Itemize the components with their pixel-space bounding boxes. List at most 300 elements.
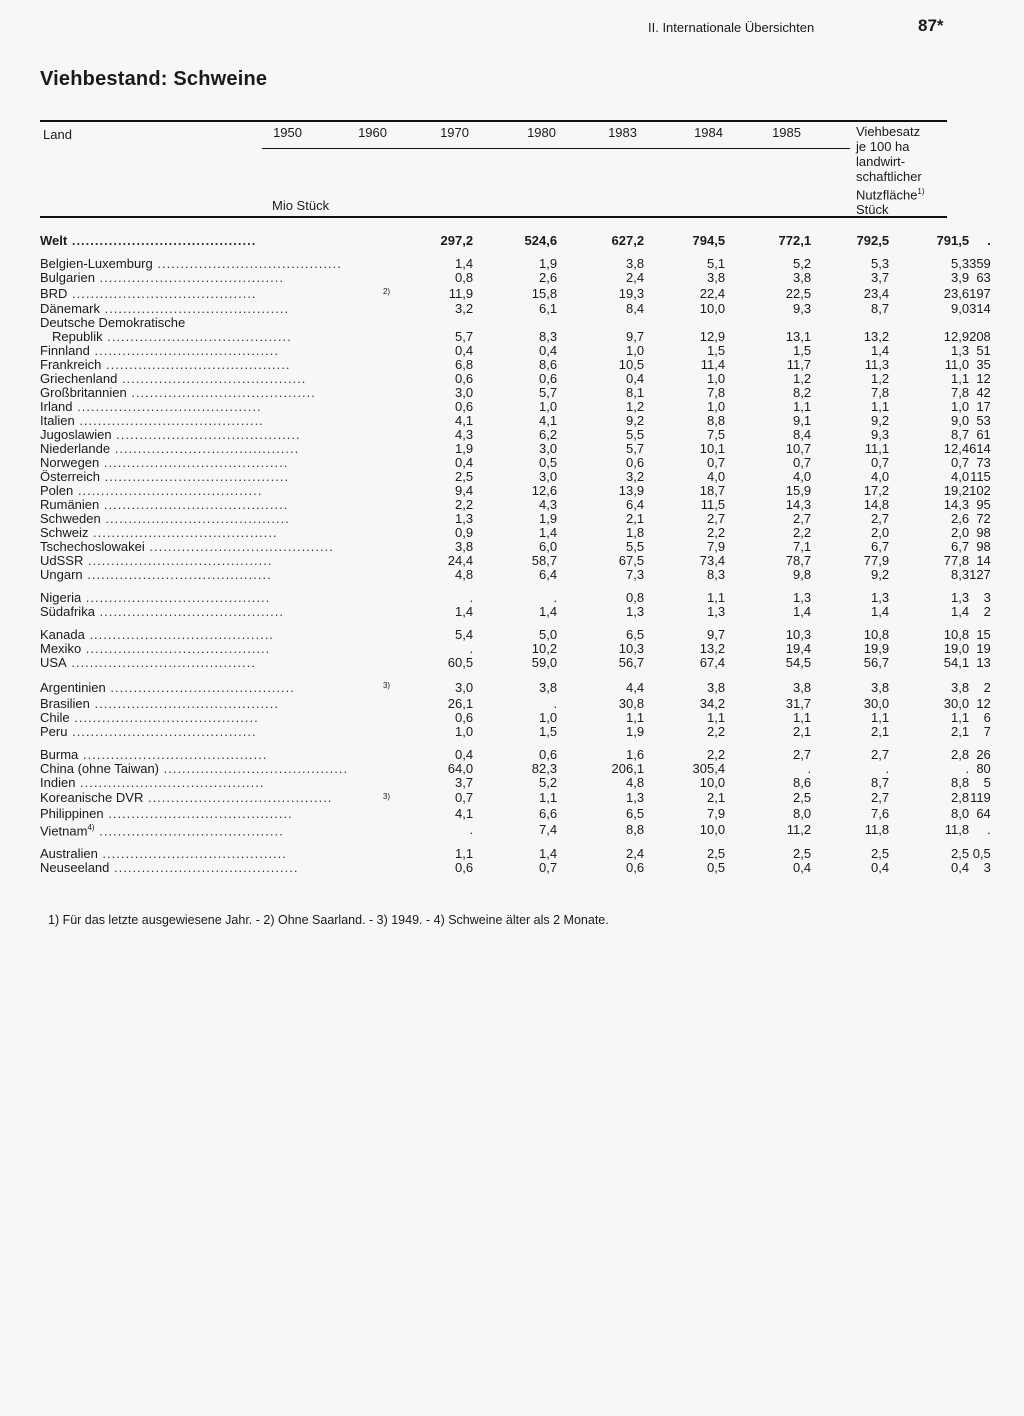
footnote-cell xyxy=(348,386,390,400)
value-cell: 6,4 xyxy=(539,568,558,583)
value-cell: 11,5 xyxy=(700,498,726,513)
country-cell xyxy=(40,762,348,776)
country-name: Österreich xyxy=(40,470,100,485)
country-name: Mexiko xyxy=(40,642,82,657)
leader-dots: ........................................ xyxy=(152,257,342,271)
value-cell: 18,7 xyxy=(699,484,726,499)
leader-dots: ........................................ xyxy=(84,628,274,643)
value-cell: 67,4 xyxy=(699,656,726,671)
value-cell: 4,1 xyxy=(455,414,474,429)
value-cell: 1,1 xyxy=(951,372,970,387)
country-name: Chile xyxy=(40,710,70,725)
table-row xyxy=(40,414,1023,428)
footnote-cell xyxy=(348,642,390,656)
value-cell: 11,4 xyxy=(700,358,726,373)
value-cell: 792,5 xyxy=(856,234,890,248)
country-name: Indien xyxy=(40,775,76,790)
country-cell xyxy=(40,234,348,248)
country-cell xyxy=(40,302,348,316)
footnote-cell xyxy=(348,234,390,248)
footnote-cell xyxy=(348,656,390,670)
value-cell: 2,2 xyxy=(707,526,726,541)
value-cell: 1,1 xyxy=(455,847,474,862)
value-cell: 305,4 xyxy=(692,761,726,776)
value-cell: 1,8 xyxy=(626,526,645,541)
value-cell: 1,1 xyxy=(793,710,812,725)
value-cell: 9,7 xyxy=(707,628,726,643)
leader-dots: ........................................ xyxy=(75,775,265,790)
country-name: Burma xyxy=(40,747,79,762)
country-cell xyxy=(40,540,348,554)
density-header-line: landwirt- xyxy=(856,154,906,169)
value-cell: 53 xyxy=(976,414,991,429)
density-unit: Stück xyxy=(856,202,889,218)
table-row xyxy=(40,358,1023,372)
table-row xyxy=(40,591,1023,605)
table-row xyxy=(40,807,1023,821)
value-cell: 1,1 xyxy=(707,591,726,606)
value-cell: 197 xyxy=(969,285,991,301)
value-cell: 14 xyxy=(976,554,991,569)
value-cell xyxy=(725,316,811,330)
country-cell xyxy=(40,697,348,711)
value-cell: 3,9 xyxy=(951,271,970,285)
footnote-cell xyxy=(348,679,390,696)
table-row xyxy=(40,790,1023,807)
country-name: Schweiz xyxy=(40,526,89,541)
value-cell: 3,2 xyxy=(455,302,474,317)
country-name: Italien xyxy=(40,414,75,429)
value-cell: 1,0 xyxy=(707,400,726,415)
value-cell: 127 xyxy=(969,568,991,583)
leader-dots: ........................................ xyxy=(99,302,290,317)
value-cell: 51 xyxy=(976,344,991,359)
footnote-marker: 2) xyxy=(382,287,391,296)
footnote-cell xyxy=(348,358,390,372)
value-cell: 3,8 xyxy=(539,679,558,695)
value-cell: 24,4 xyxy=(447,554,474,569)
footnote-marker: 3) xyxy=(382,791,391,801)
table-row xyxy=(40,372,1023,386)
value-cell: 10,0 xyxy=(699,821,726,837)
value-cell: 30,0 xyxy=(863,696,890,711)
value-cell: . xyxy=(469,591,474,606)
value-cell: 4,8 xyxy=(626,775,645,790)
row-spacer xyxy=(40,619,1023,628)
value-cell: 12 xyxy=(976,696,991,711)
value-cell: 5,7 xyxy=(539,386,558,401)
leader-dots: ........................................ xyxy=(111,428,301,443)
value-cell: 10,0 xyxy=(699,302,726,317)
value-cell: 8,6 xyxy=(793,775,812,790)
value-cell: 0,6 xyxy=(455,861,474,876)
value-cell: 12 xyxy=(976,372,991,387)
value-cell: 19 xyxy=(976,642,991,657)
value-cell: 2,2 xyxy=(707,747,726,762)
value-cell: 56,7 xyxy=(618,656,645,671)
country-cell xyxy=(40,442,348,456)
value-cell: 13 xyxy=(976,656,991,671)
value-cell: 2,7 xyxy=(871,512,890,527)
value-cell: 5,3 xyxy=(951,257,970,271)
value-cell: 1,4 xyxy=(951,605,970,620)
value-cell: 614 xyxy=(969,442,991,457)
value-cell: 6,5 xyxy=(626,628,645,643)
value-cell: 26,1 xyxy=(447,696,474,711)
value-cell: 9,1 xyxy=(793,414,812,429)
country-name: Belgien-Luxemburg xyxy=(40,257,153,271)
value-cell: 1,1 xyxy=(707,710,726,725)
footnote-marker: 3) xyxy=(382,681,391,691)
value-cell: 13,1 xyxy=(785,330,812,345)
country-name: Polen xyxy=(40,484,74,499)
row-spacer xyxy=(40,248,1023,257)
footnote-cell xyxy=(348,302,390,316)
country-cell xyxy=(40,512,348,526)
value-cell: 8,8 xyxy=(626,821,645,837)
country-name: Welt xyxy=(40,234,68,248)
value-cell: 3,8 xyxy=(455,540,474,555)
table-row xyxy=(40,656,1023,670)
value-cell: 2,1 xyxy=(951,724,970,739)
value-cell: 1,9 xyxy=(539,257,558,271)
value-cell: 11,8 xyxy=(864,821,890,837)
table-row xyxy=(40,456,1023,470)
leader-dots: ........................................ xyxy=(94,271,285,285)
country-name: Republik xyxy=(52,330,103,345)
value-cell: 15,8 xyxy=(531,285,558,301)
value-cell: 2,1 xyxy=(871,724,890,739)
value-cell: 6,5 xyxy=(626,806,645,821)
value-cell: 0,7 xyxy=(539,861,558,876)
value-cell: 7,8 xyxy=(707,386,726,401)
value-cell: . xyxy=(469,642,474,657)
footnote-cell xyxy=(348,762,390,776)
page-title: Viehbestand: Schweine xyxy=(40,68,268,90)
value-cell: 2 xyxy=(983,605,991,620)
country-cell xyxy=(40,711,348,725)
value-cell: 1,2 xyxy=(793,372,812,387)
value-cell: 3,8 xyxy=(951,679,970,695)
value-cell: 119 xyxy=(970,790,991,806)
footnote-cell xyxy=(348,628,390,642)
leader-dots: ........................................ xyxy=(103,806,293,821)
value-cell: 19,3 xyxy=(618,285,645,301)
country-name: UdSSR xyxy=(40,554,84,569)
value-cell: 2 xyxy=(983,679,991,695)
table-row xyxy=(40,484,1023,498)
value-cell: 1,1 xyxy=(871,710,890,725)
leader-dots: ........................................ xyxy=(72,400,262,415)
value-cell: 5,3 xyxy=(871,257,890,271)
column-header-year: 1984 xyxy=(694,125,723,140)
value-cell: 31,7 xyxy=(785,696,812,711)
value-cell: 63 xyxy=(976,271,991,285)
leader-dots: ........................................ xyxy=(88,526,278,541)
value-cell: 10,8 xyxy=(943,628,970,643)
country-name: Schweden xyxy=(40,512,101,527)
table-row xyxy=(40,642,1023,656)
leader-dots: ........................................ xyxy=(81,591,271,606)
country-cell xyxy=(40,679,348,696)
footnote-cell xyxy=(348,776,390,790)
value-cell: 5,5 xyxy=(626,540,645,555)
value-cell: 2,5 xyxy=(793,847,812,862)
value-cell: . xyxy=(553,696,558,711)
country-name: Tschechoslowakei xyxy=(40,540,145,555)
value-cell: 1,4 xyxy=(871,344,890,359)
value-cell: . xyxy=(987,234,991,248)
value-cell: 8,3 xyxy=(951,568,970,583)
value-cell: 56,7 xyxy=(863,656,890,671)
table-row xyxy=(40,271,1023,285)
value-cell: 12,9 xyxy=(699,330,726,345)
table-top-rule xyxy=(40,120,947,122)
value-cell: 2,5 xyxy=(871,847,890,862)
value-cell: 61 xyxy=(976,428,991,443)
value-cell: 2,6 xyxy=(539,271,558,285)
value-cell: 1,0 xyxy=(455,724,474,739)
value-cell: 10,0 xyxy=(699,775,726,790)
footnote-cell xyxy=(348,540,390,554)
value-cell: 1,0 xyxy=(539,400,558,415)
value-cell: 627,2 xyxy=(611,234,645,248)
value-cell: 7,5 xyxy=(707,428,726,443)
table-row xyxy=(40,512,1023,526)
leader-dots: ........................................ xyxy=(117,372,307,387)
leader-dots: ........................................ xyxy=(110,442,300,457)
value-cell: 23,6 xyxy=(943,285,970,301)
footnote-cell xyxy=(348,554,390,568)
value-cell: 14,8 xyxy=(863,498,890,513)
value-cell: 3,7 xyxy=(455,775,474,790)
leader-dots: ........................................ xyxy=(73,484,263,499)
footnote-cell xyxy=(348,400,390,414)
table-row xyxy=(40,821,1023,838)
footnote-cell xyxy=(348,711,390,725)
unit-label-years: Mio Stück xyxy=(272,198,330,213)
footnote-cell xyxy=(348,456,390,470)
value-cell: 2,7 xyxy=(793,747,812,762)
value-cell: 11,9 xyxy=(448,285,474,301)
value-cell: 4,0 xyxy=(951,470,970,485)
value-cell: 3 xyxy=(983,861,991,876)
value-cell: 3,8 xyxy=(871,679,890,695)
country-cell xyxy=(40,456,348,470)
table-row xyxy=(40,568,1023,582)
value-cell: 791,5 xyxy=(936,234,970,248)
country-name: Frankreich xyxy=(40,358,102,373)
value-cell: 1,4 xyxy=(539,847,558,862)
value-cell: 17 xyxy=(976,400,991,415)
value-cell: 2,5 xyxy=(793,790,812,806)
value-cell: 98 xyxy=(976,540,991,555)
value-cell: 1,0 xyxy=(539,710,558,725)
value-cell: 7,9 xyxy=(707,806,726,821)
leader-dots: ........................................ xyxy=(78,747,268,762)
value-cell: 0,5 xyxy=(707,861,726,876)
value-cell: 2,7 xyxy=(707,512,726,527)
value-cell: 8,4 xyxy=(626,302,645,317)
footnote-cell xyxy=(348,512,390,526)
footnote-cell xyxy=(348,498,390,512)
country-cell xyxy=(40,358,348,372)
country-cell xyxy=(40,554,348,568)
value-cell: 4,1 xyxy=(455,806,474,821)
country-cell xyxy=(40,605,348,619)
value-cell: 1,1 xyxy=(951,710,970,725)
value-cell: 5,7 xyxy=(626,442,645,457)
table-row xyxy=(40,257,1023,271)
density-header-line: je 100 ha xyxy=(856,139,910,154)
value-cell: 2,2 xyxy=(707,724,726,739)
footnote-cell xyxy=(348,526,390,540)
value-cell: 1,3 xyxy=(626,605,645,620)
table-row xyxy=(40,679,1023,696)
value-cell: 0,4 xyxy=(793,861,812,876)
value-cell: 314 xyxy=(969,302,991,317)
density-header-line: Viehbesatz xyxy=(856,124,921,139)
value-cell: 1,1 xyxy=(793,400,812,415)
country-name: Niederlande xyxy=(40,442,111,457)
value-cell: 0,6 xyxy=(626,456,645,471)
leader-dots: ........................................ xyxy=(74,414,264,429)
value-cell: 3,0 xyxy=(455,679,474,695)
value-cell: 1,5 xyxy=(539,724,558,739)
value-cell: 102 xyxy=(969,484,991,499)
value-cell: 3,8 xyxy=(707,679,726,695)
country-cell xyxy=(40,372,348,386)
value-cell: 10,7 xyxy=(785,442,812,457)
value-cell: 1,3 xyxy=(871,591,890,606)
value-cell: 1,4 xyxy=(455,605,474,620)
value-cell: 6,0 xyxy=(539,540,558,555)
leader-dots: ........................................ xyxy=(100,512,290,527)
value-cell: 80 xyxy=(976,761,991,776)
table-row xyxy=(40,748,1023,762)
country-cell xyxy=(40,628,348,642)
column-header-year: 1985 xyxy=(772,125,801,140)
value-cell: 8,8 xyxy=(707,414,726,429)
value-cell: 9,7 xyxy=(626,330,645,345)
value-cell: 5,5 xyxy=(626,428,645,443)
value-cell: 8,3 xyxy=(539,330,558,345)
value-cell: 208 xyxy=(969,330,991,345)
value-cell: 78,7 xyxy=(785,554,812,569)
value-cell xyxy=(889,316,969,330)
leader-dots: ........................................ xyxy=(89,696,279,711)
value-cell: 3 xyxy=(983,591,991,606)
value-cell: 12,6 xyxy=(531,484,558,499)
country-cell xyxy=(40,330,348,344)
value-cell: 7,8 xyxy=(951,386,970,401)
value-cell: 7 xyxy=(983,724,991,739)
value-cell: 359 xyxy=(969,257,991,271)
leader-dots: ........................................ xyxy=(144,540,334,555)
value-cell: 7,9 xyxy=(707,540,726,555)
country-name: BRD xyxy=(40,285,68,301)
value-cell: 19,2 xyxy=(943,484,970,499)
footnote-marker: 1) xyxy=(917,187,925,196)
value-cell: 8,7 xyxy=(871,775,890,790)
value-cell: 58,7 xyxy=(531,554,558,569)
country-cell xyxy=(40,498,348,512)
value-cell: 9,2 xyxy=(626,414,645,429)
value-cell: 2,0 xyxy=(871,526,890,541)
value-cell: 9,0 xyxy=(951,414,970,429)
table-header-bottom-rule xyxy=(40,216,947,218)
value-cell: 2,1 xyxy=(707,790,726,806)
value-cell: 42 xyxy=(976,386,991,401)
value-cell: 10,2 xyxy=(531,642,558,657)
country-name: Vietnam xyxy=(40,823,88,839)
table-row xyxy=(40,428,1023,442)
footnote-cell xyxy=(348,790,390,807)
value-cell: 9,2 xyxy=(871,568,890,583)
country-cell xyxy=(40,656,348,670)
table-row xyxy=(40,526,1023,540)
value-cell: 0,7 xyxy=(455,790,474,806)
country-cell xyxy=(40,847,348,861)
value-cell: 6,8 xyxy=(455,358,474,373)
footnote-cell xyxy=(348,605,390,619)
value-cell: 2,7 xyxy=(793,512,812,527)
table-row xyxy=(40,762,1023,776)
value-cell: 9,8 xyxy=(793,568,812,583)
value-cell xyxy=(644,316,725,330)
value-cell: 1,4 xyxy=(539,526,558,541)
value-cell: 5,0 xyxy=(539,628,558,643)
value-cell: 11,0 xyxy=(944,358,970,373)
column-header-density xyxy=(856,124,925,217)
value-cell: 5,1 xyxy=(707,257,726,271)
footnote-cell xyxy=(348,285,390,302)
value-cell: 0,6 xyxy=(539,372,558,387)
leader-dots: ........................................ xyxy=(99,470,290,485)
leader-dots: ........................................ xyxy=(67,234,257,248)
leader-dots: ........................................ xyxy=(101,358,291,373)
value-cell: 54,1 xyxy=(943,656,970,671)
leader-dots: ........................................ xyxy=(94,823,284,839)
value-cell: 6 xyxy=(983,710,991,725)
country-name: Koreanische DVR xyxy=(40,790,144,806)
livestock-table xyxy=(40,234,1023,875)
value-cell: 1,0 xyxy=(707,372,726,387)
value-cell: 115 xyxy=(970,470,991,485)
value-cell: 2,5 xyxy=(707,847,726,862)
leader-dots: ........................................ xyxy=(97,847,287,862)
value-cell: 72 xyxy=(976,512,991,527)
value-cell: 8,4 xyxy=(793,428,812,443)
leader-dots: ........................................ xyxy=(67,285,257,301)
value-cell: 22,4 xyxy=(699,285,726,301)
years-header-rule xyxy=(262,148,850,149)
value-cell: 0,6 xyxy=(539,747,558,762)
country-cell xyxy=(40,400,348,414)
table-row xyxy=(40,540,1023,554)
table-row xyxy=(40,344,1023,358)
value-cell: 22,5 xyxy=(785,285,812,301)
value-cell: 297,2 xyxy=(440,234,474,248)
value-cell: 8,1 xyxy=(626,386,645,401)
footnote-cell xyxy=(348,861,390,875)
value-cell: 524,6 xyxy=(524,234,558,248)
value-cell: 1,0 xyxy=(951,400,970,415)
footnote-cell xyxy=(348,821,390,838)
value-cell: 1,2 xyxy=(626,400,645,415)
value-cell: 1,1 xyxy=(626,710,645,725)
value-cell: 35 xyxy=(976,358,991,373)
